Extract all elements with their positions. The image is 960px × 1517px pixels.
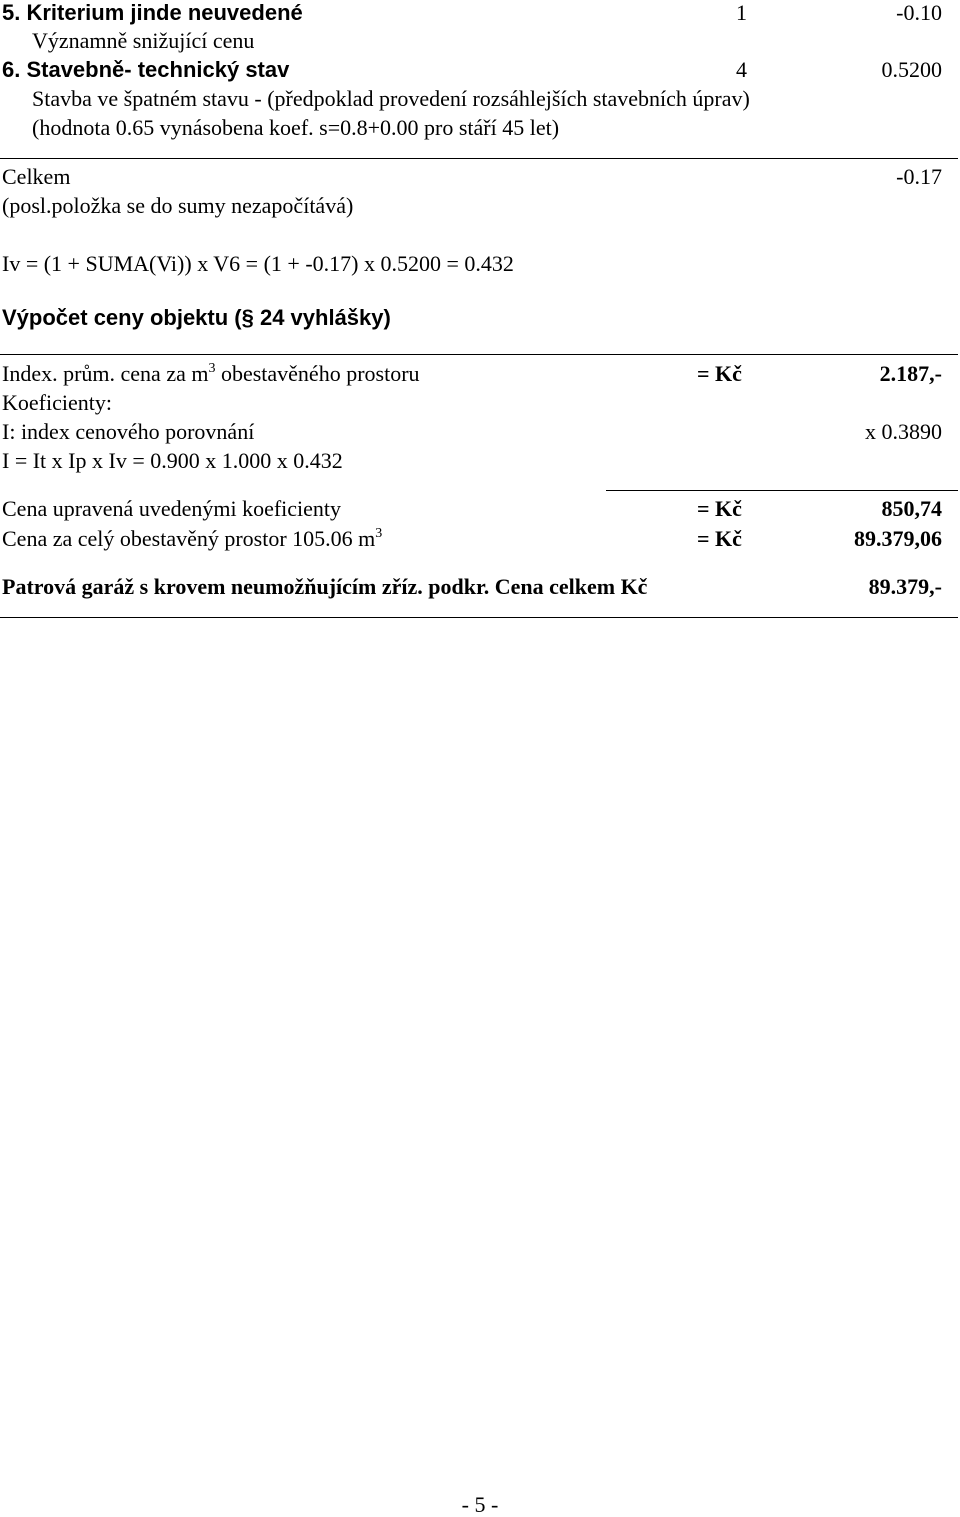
- criterion-6-description-line-2: (hodnota 0.65 vynásobena koef. s=0.8+0.00 pro stáří 45 let): [32, 115, 560, 140]
- page-number: - 5 -: [461, 1492, 499, 1517]
- final-total-label: Patrová garáž s krovem neumožňujícím zříz. podkr. Cena celkem Kč: [2, 574, 648, 599]
- subtotal-divider: [606, 490, 958, 491]
- criterion-6-value: 0.5200: [881, 57, 942, 82]
- whole-volume-price-label: Cena za celý obestavěný prostor 105.06 $m^3$: [2, 526, 383, 551]
- divider: [0, 158, 958, 159]
- total-value: -0.17: [896, 164, 942, 189]
- criterion-6-title: 6. Stavebně- technický stav: [2, 57, 290, 82]
- final-total-value: 89.379,-: [868, 574, 942, 599]
- whole-volume-price-value: 89.379,06: [854, 526, 942, 551]
- iv-formula: Iv = (1 + SUMA(Vi)) x V6 = (1 + -0.17) x 0.5200 = 0.432: [2, 251, 514, 276]
- criterion-6-level: 4: [736, 57, 747, 82]
- divider: [0, 354, 958, 355]
- index-price-value: 2.187,-: [879, 361, 942, 386]
- criterion-5-level: 1: [736, 0, 747, 25]
- index-formula: I = It x Ip x Iv = 0.900 x 1.000 x 0.432: [2, 448, 343, 473]
- criterion-5-title: 5. Kriterium jinde neuvedené: [2, 0, 303, 25]
- coefficients-heading: Koeficienty:: [2, 390, 112, 415]
- index-price-label: Index. prům. cena za $m^3$ obestavěného prostoru: [2, 361, 420, 386]
- total-note: (posl.položka se do sumy nezapočítává): [2, 193, 354, 218]
- whole-volume-price-currency: = Kč: [697, 526, 742, 551]
- index-comparison-label: I: index cenového porovnání: [2, 419, 255, 444]
- adjusted-price-label: Cena upravená uvedenými koeficienty: [2, 496, 342, 521]
- criterion-5-value: -0.10: [896, 0, 942, 25]
- criterion-5-description: Významně snižující cenu: [32, 28, 255, 53]
- total-label: Celkem: [2, 164, 71, 189]
- section-title: Výpočet ceny objektu (§ 24 vyhlášky): [2, 305, 391, 330]
- index-price-currency: = Kč: [697, 361, 742, 386]
- criterion-6-description-line-1: Stavba ve špatném stavu - (předpoklad provedení rozsáhlejších stavebních úprav): [32, 86, 750, 111]
- adjusted-price-currency: = Kč: [697, 496, 742, 521]
- divider: [0, 617, 958, 618]
- adjusted-price-value: 850,74: [881, 496, 942, 521]
- index-comparison-value: x 0.3890: [865, 419, 942, 444]
